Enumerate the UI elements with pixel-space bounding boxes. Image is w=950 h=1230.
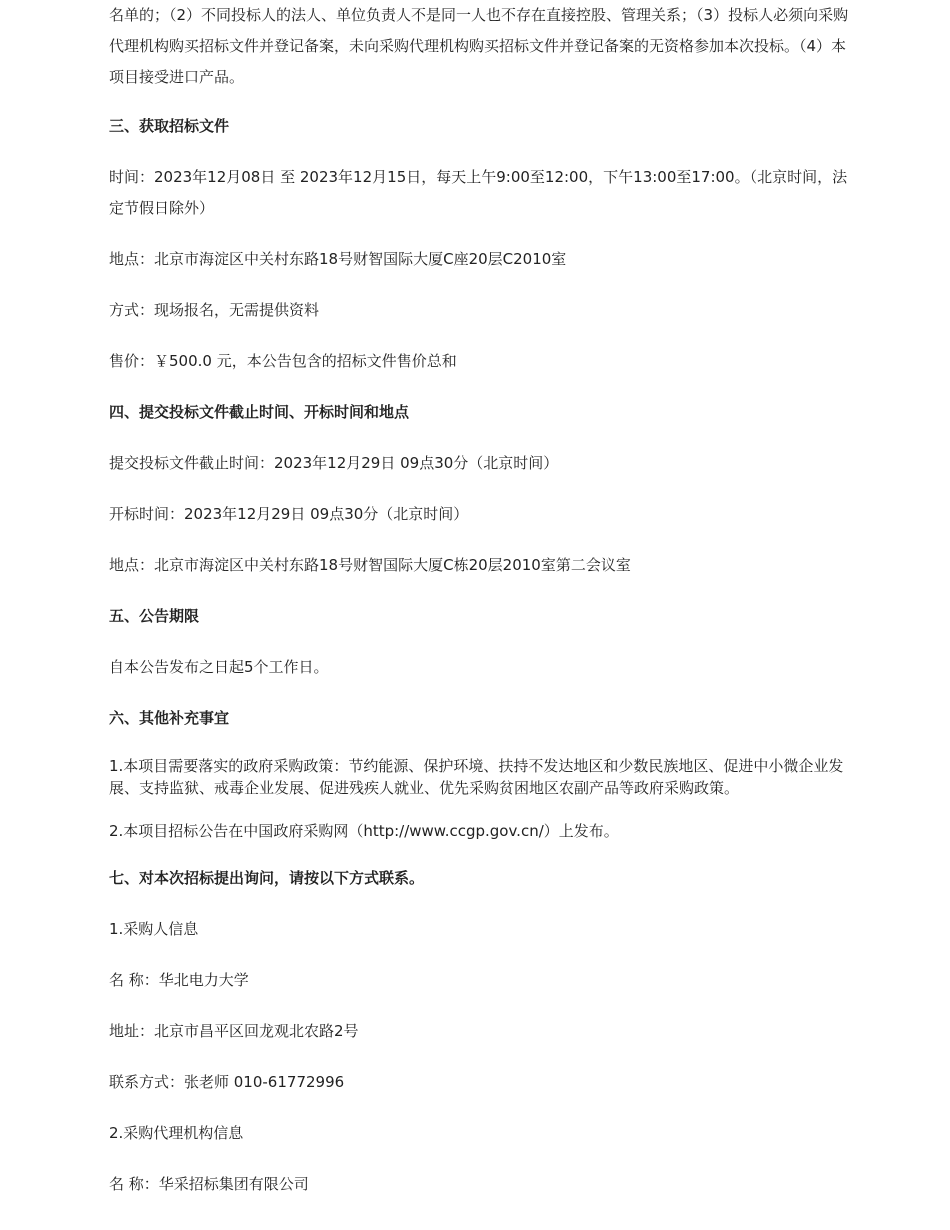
- purchaser-address: 地址：北京市昌平区回龙观北农路2号: [109, 1022, 359, 1040]
- submission-deadline: 提交投标文件截止时间：2023年12月29日 09点30分（北京时间）: [109, 454, 559, 472]
- obtain-time: 时间：2023年12月08日 至 2023年12月15日，每天上午9:00至12:00，下午13:00至17:00。（北京时间，法定节假日除外）: [109, 168, 848, 217]
- purchaser-contact: 联系方式：张老师 010-61772996: [109, 1073, 345, 1091]
- eligibility-paragraph: 名单的；（2）不同投标人的法人、单位负责人不是同一人也不存在直接控股、管理关系；（3）投标人必须向采购代理机构购买招标文件并登记备案，未向采购代理机构购买招标文件并登记备案的无资格参加本次投标。（4）本项目接受进口产品。: [109, 6, 849, 86]
- section-5-heading: 五、公告期限: [109, 607, 200, 625]
- purchaser-info-title: 1.采购人信息: [109, 920, 199, 938]
- agency-name: 名 称：华采招标集团有限公司: [109, 1175, 309, 1193]
- document-price: 售价：￥500.0 元，本公告包含的招标文件售价总和: [109, 352, 457, 370]
- section-4-heading: 四、提交投标文件截止时间、开标时间和地点: [109, 403, 410, 421]
- opening-location: 地点：北京市海淀区中关村东路18号财智国际大厦C栋20层2010室第二会议室: [109, 556, 631, 574]
- purchaser-name: 名 称：华北电力大学: [109, 971, 249, 989]
- policy-item: 1.本项目需要落实的政府采购政策：节约能源、保护环境、扶持不发达地区和少数民族地区、促进中小微企业发展、支持监狱、戒毒企业发展、促进残疾人就业、优先采购贫困地区农副产品等政府采购政策。: [109, 757, 844, 797]
- obtain-method: 方式：现场报名，无需提供资料: [109, 301, 320, 319]
- section-7-heading: 七、对本次招标提出询问，请按以下方式联系。: [109, 869, 425, 887]
- section-6-heading: 六、其他补充事宜: [109, 709, 230, 727]
- section-3-heading: 三、获取招标文件: [109, 117, 230, 135]
- agency-info-title: 2.采购代理机构信息: [109, 1124, 244, 1142]
- publication-item: 2.本项目招标公告在中国政府采购网（http://www.ccgp.gov.cn/）上发布。: [109, 822, 619, 840]
- opening-time: 开标时间：2023年12月29日 09点30分（北京时间）: [109, 505, 469, 523]
- announcement-period: 自本公告发布之日起5个工作日。: [109, 658, 329, 676]
- obtain-location: 地点：北京市海淀区中关村东路18号财智国际大厦C座20层C2010室: [109, 250, 567, 268]
